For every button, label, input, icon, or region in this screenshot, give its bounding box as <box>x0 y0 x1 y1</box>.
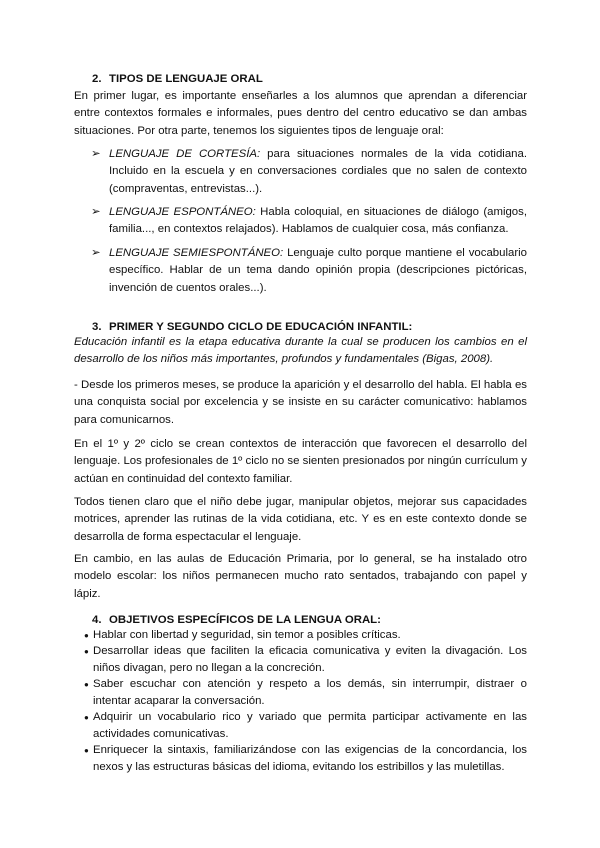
section-2-intro: En primer lugar, es importante enseñarles a los alumnos que aprendan a diferenciar entre contextos formales e informales, pues dentro del centro educativo se dan ambas situaciones. Por otra parte, tenemos los siguientes tipos de lenguaje oral: <box>74 90 527 137</box>
bullet-icon: ● <box>84 647 89 656</box>
section-3-quote: Educación infantil es la etapa educativa durante la cual se producen los cambios en el desarrollo de los niños más importantes, profundos y fundamentales (Bigas, 2008). <box>74 336 527 366</box>
paragraph: En el 1º y 2º ciclo se crean contextos de interacción que favorecen el desarrollo del lenguaje. Los profesionales de 1º ciclo no se sienten presionados por ningún currículum y actúan en continuidad del contexto familiar. <box>74 438 527 485</box>
section-2-number: 2. <box>92 73 102 85</box>
bullet-icon: ● <box>84 746 89 755</box>
arrow-bullet-icon: ➢ <box>91 206 101 218</box>
objective-text: Desarrollar ideas que faciliten la eficacia comunicativa y eviten la divagación. Los niños divagan, pero no llegan a la concreción. <box>93 645 527 675</box>
oral-type-item <box>91 245 527 297</box>
oral-type-description: Habla coloquial, en situaciones de diálogo (amigos, familia..., en contextos relajados). Hablamos de cualquier cosa, más confianza. <box>109 206 527 236</box>
objective-text: Adquirir un vocabulario rico y variado que permita participar activamente en las actividades comunicativas. <box>93 711 527 741</box>
arrow-bullet-icon: ➢ <box>91 148 101 160</box>
oral-type-term: LENGUAJE ESPONTÁNEO: <box>109 206 256 218</box>
objective-text: Saber escuchar con atención y respeto a los demás, sin interrumpir, distraer o intentar acaparar la conversación. <box>93 678 527 708</box>
section-2-heading <box>92 71 522 88</box>
oral-type-term: LENGUAJE DE CORTESÍA: <box>109 148 261 160</box>
objective-item <box>84 627 527 644</box>
oral-type-item <box>91 146 527 198</box>
paragraph: En cambio, en las aulas de Educación Primaria, por lo general, se ha instalado otro modelo escolar: los niños permanecen mucho rato sentados, trabajando con papel y lápiz. <box>74 553 527 600</box>
arrow-bullet-icon: ➢ <box>91 247 101 259</box>
objective-text: Enriquecer la sintaxis, familiarizándose con las exigencias de la concordancia, los nexos y las estructuras básicas del idioma, evitando los estribillos y las muletillas. <box>93 744 527 774</box>
oral-type-term: LENGUAJE SEMIESPONTÁNEO: <box>109 247 284 259</box>
objective-item <box>84 643 527 678</box>
oral-type-description: Lenguaje culto porque mantiene el vocabulario específico. Hablar de un tema dando opinión propia (descripciones pictóricas, invención de cuentos orales...). <box>109 247 527 294</box>
bullet-icon: ● <box>84 631 89 640</box>
paragraph: Todos tienen claro que el niño debe jugar, manipular objetos, mejorar sus capacidades motrices, aprender las rutinas de la vida cotidiana, etc. Y es en este contexto donde se desarrolla de forma espectacular el lenguaje. <box>74 496 527 543</box>
section-4-number: 4. <box>92 614 102 626</box>
bullet-icon: ● <box>84 713 89 722</box>
section-2-title: TIPOS DE LENGUAJE ORAL <box>109 73 263 85</box>
bullet-icon: ● <box>84 680 89 689</box>
section-3-title: PRIMER Y SEGUNDO CICLO DE EDUCACIÓN INFANTIL: <box>109 321 413 333</box>
objective-item <box>84 742 527 777</box>
paragraph: - Desde los primeros meses, se produce la aparición y el desarrollo del habla. El habla es una conquista social por excelencia y se insiste en su carácter comunicativo: hablamos para comunicarnos. <box>74 379 527 426</box>
oral-type-item <box>91 204 527 239</box>
objective-item <box>84 709 527 744</box>
oral-type-description: para situaciones normales de la vida cotidiana. Incluido en la escuela y en conversaciones cordiales que no salen de contexto (compraventas, entrevistas...). <box>109 148 527 195</box>
objective-item <box>84 676 527 711</box>
objective-text: Hablar con libertad y seguridad, sin temor a posibles críticas. <box>93 629 401 641</box>
section-3-number: 3. <box>92 321 102 333</box>
section-4-title: OBJETIVOS ESPECÍFICOS DE LA LENGUA ORAL: <box>109 614 381 626</box>
